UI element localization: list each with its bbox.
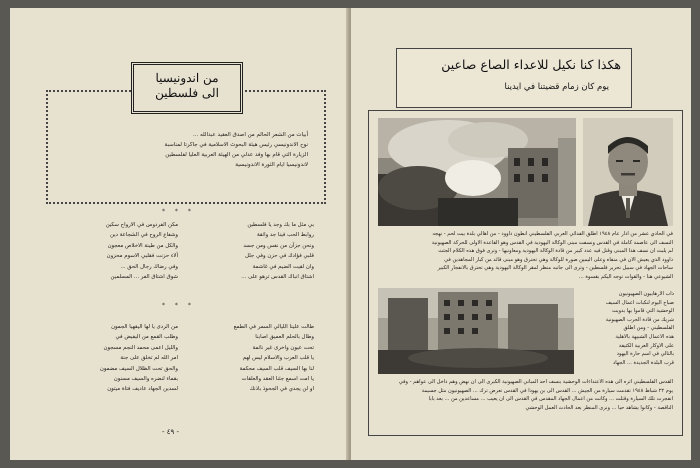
- intro-line: لاندونيسيا ايام الثورة الاندونيسية: [235, 162, 308, 168]
- caption-line: داوود الذي يعيش الان في منفاه وعلى اليمين صورة للوكالة وهي تحترق وهو مبنى قائد من كبار المجاهدين في: [444, 256, 673, 263]
- poem-line: وان لقيت الضيم في غاشمة: [252, 263, 314, 270]
- poem-title-line-1: من اندونيسيا: [155, 71, 219, 85]
- caption-line: لم يلبث ان نسف هذا المبنى وقتل فيه عدد كبير من قادة الوكالة اليهودية ومعاونيها - وترى فوق هذه الكلام الجثث: [438, 248, 673, 255]
- poem-line: وفي رضاك رجال الحق ...: [120, 263, 178, 270]
- portrait-photo: [583, 118, 673, 226]
- caption-line: الفلسطيني - ومن اطلق: [623, 325, 674, 332]
- poem-line: مكن الفردوس في الارواح سكين: [105, 222, 178, 228]
- poem-line: شوق اشتاق الفر ... المسلمين: [110, 273, 178, 280]
- poem-line: يا قلب العرب والاسلام ليس لهم: [242, 355, 314, 362]
- caption-line: صباح اليوم لنكبات اعمال السيف: [605, 299, 674, 306]
- explosion-photo-image: [378, 118, 576, 226]
- poem-stanza-2-left: [58, 322, 178, 395]
- caption-line: هذه الاعمال الشبيهة بالاهلية: [615, 333, 674, 340]
- caption-line: بالتالي في اسم حارة اليهود: [616, 351, 674, 358]
- ruins-photo: [378, 288, 574, 374]
- ruins-photo-image: [378, 288, 574, 374]
- caption-line: في الحادي عشر من اذار عام ١٩٤٨ اطلق الفدائي العربي الفلسطيني انطون داوود - من اهالي بلدة بيت لحم - نهجه: [432, 231, 673, 237]
- portrait-photo-image: [583, 118, 673, 226]
- poem-line: والكل من طينة الاخلاص معجون: [107, 242, 178, 249]
- poem-line: والليل اعمى محمد النجم مسجون: [103, 344, 178, 351]
- poem-stanza-2-right: [194, 322, 314, 395]
- poem-line: والحق تحت الظلال السيف مضمون: [99, 365, 178, 372]
- caption-line: الشيوعي هنا - والقوات توجه اليكم بقسوة ...: [578, 273, 673, 280]
- caption-line: ذاب الارهابيون الصهيونيون: [618, 291, 674, 297]
- poem-line: وطال بالحلم العميق اصابنا: [255, 334, 314, 341]
- poem-line: وشفاع الروح في الشجاعة دين: [109, 232, 178, 239]
- poem-line: وطلب القمع من اليفيض في: [115, 334, 178, 341]
- caption-line: النسف الى عاصمة كاملة في القدس ونسفت مبنى الوكالة اليهودية في القدس وهو القاعدة الاولى للحركة الصهيونية: [431, 239, 673, 246]
- caption-line: القدس الفلسطيني اثره الى هذه الاعتداءات الوحشية بنسف احد المباني الصهيونية الكبرى الى ان نهض وهم داخل الى عواهم - وفي: [398, 379, 673, 385]
- poem-line: تحت عيون واخرى غير نائمة: [252, 344, 314, 351]
- page-number: - ٤٩ -: [162, 428, 180, 436]
- caption-line: ساحات الجهاد في سبيل تحرير فلسطين - وترى الى جانبه منظر لمقر الوكالة اليهودية وهي تحترق بالانفجار الكبير: [437, 265, 673, 272]
- poem-line: بي مثل ما بك وجد يا فلسطين: [247, 222, 314, 228]
- poem-line: لسدين الجهاد عاديف فتاة ميتون: [107, 386, 178, 393]
- caption-line: قرب البلدة الجديدة ... الجهاد: [612, 359, 674, 366]
- caption-ruins-bottom: [378, 378, 673, 418]
- caption-explosion: [378, 230, 673, 284]
- article-subtitle: يوم كان زمام قضيتنا في ايدينا: [504, 82, 609, 92]
- article-title-box: [396, 48, 632, 108]
- poem-line: من الردى يا لها اليقهيا الجمون: [111, 324, 178, 330]
- poem-title-box: [131, 62, 243, 114]
- caption-ruins-side: [580, 290, 674, 372]
- poem-line: ونحن جزآن من نفس ومن جسد: [243, 242, 314, 249]
- poem-line: قلبي فؤادك في حزن وفي جلل: [245, 253, 314, 260]
- caption-line: انفجرت تلك السيارة وقتلت ... وكانت من اعمال الجهاد المقدس في القدس الى ان يعيب ... مساعدين من ... بعد بابا: [428, 396, 673, 403]
- poem-line: طالت علينا الليالي السمر في الطمع: [233, 324, 314, 330]
- caption-line: على الاوكار العربية الكثيفة: [618, 342, 674, 349]
- poem-line: او لن يجدي في الجحوذ باذنك: [249, 386, 314, 393]
- poem-line: آلاء حزنت فقلبي الاسوم محزون: [106, 253, 178, 260]
- poem-line: بقماء لنضره والسيف مسنون: [113, 375, 178, 382]
- intro-line: نوح الاندونيسي رئيس هيئة البحوث الاسلامية في جاكرتا لمناسبة: [164, 142, 308, 148]
- poem-stanza-1-right: [194, 220, 314, 282]
- section-stars: * * *: [162, 208, 195, 215]
- caption-line: شريك من قادة الحرب الصهيونية: [605, 316, 674, 323]
- caption-line: يوم ٢٢ شباط ١٩٤٨ تقدمت سيارة من الجيش ... القدس الى بن يهودا في القدس تعرض ترك ... الصهيونيون مثل جسيمة: [421, 387, 673, 394]
- caption-line: الوحشية التي قاموا بها بدويت: [612, 308, 674, 315]
- article-title: هكذا كنا نكيل للاعداء الصاع صاعين: [441, 57, 621, 72]
- intro-line: أبيات من الشعر الحالم من اصدق العقيد عبدالله ...: [193, 132, 308, 138]
- explosion-photo: [378, 118, 576, 226]
- intro-text: [64, 130, 308, 186]
- poem-line: اشتاق انباك القدس ترهو على ...: [241, 273, 314, 280]
- poem-line: امر الله لم تخلق على جنة: [120, 355, 178, 362]
- poem-line: يا امت اسمع جئنا العقد والعلقات: [241, 375, 314, 382]
- poem-line: لنا بها السيف قلب السيف محكمة: [239, 365, 314, 372]
- caption-line: الناقصة - وكانوا يشاهد حيا ... ونرى المنظر بعد الحادث العمل الوحشي: [525, 404, 673, 411]
- intro-line: الزيارة التي قام بها وفد عدلي من الهيئة العربية العليا لفلسطين: [165, 152, 308, 158]
- poem-stanza-1-left: [58, 220, 178, 282]
- poem-title-line-2: الى فلسطين: [155, 86, 219, 100]
- poem-line: روابط الحب فينا جد وائقة: [257, 232, 314, 239]
- section-stars: * * *: [162, 302, 195, 309]
